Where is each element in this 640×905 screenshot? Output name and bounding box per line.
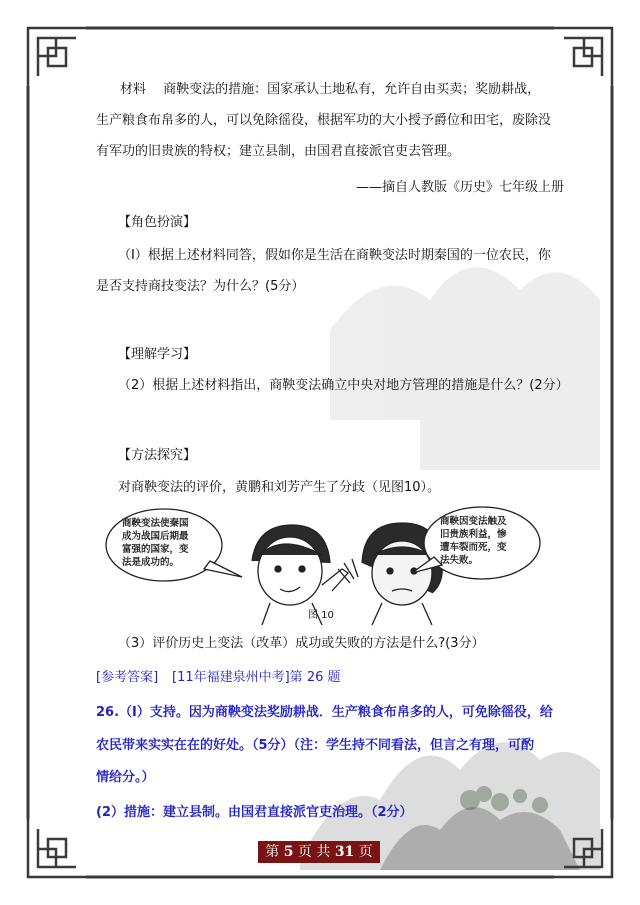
footer-middle: 页 共	[297, 844, 331, 860]
page-number-footer	[258, 841, 380, 863]
bubble-right-line: 遭车裂而死，变	[440, 542, 507, 553]
bubble-left-line: 成为战国后期最	[122, 531, 189, 542]
answer-1-line-2: 农民带来实实在在的好处。（5分）（注：学生持不同看法，但言之有理，可酌	[96, 738, 535, 753]
footer-suffix: 页	[358, 844, 373, 860]
answer-reference: [11年福建泉州中考]第 26 题	[172, 670, 341, 685]
role-play-heading: 【角色扮演】	[118, 215, 197, 230]
answer-label: [参考答案]	[96, 670, 159, 685]
question-2: （2）根据上述材料指出，商鞅变法确立中央对地方管理的措施是什么？(2分）	[118, 378, 569, 393]
figure-caption: 图 10	[308, 610, 334, 621]
method-heading: 【方法探究】	[118, 448, 197, 463]
footer-prefix: 第	[265, 844, 280, 860]
bubble-left-line: 富强的国家，变	[122, 544, 189, 555]
method-intro: 对商鞅变法的评价，黄鹏和刘芳产生了分歧（见图10）。	[118, 480, 441, 495]
question-1-line-2: 是否支持商技变法？为什么？(5分）	[96, 279, 305, 294]
answer-1-line-1: 26.（Ⅰ）支持。因为商鞅变法奖励耕战．生产粮食布帛多的人，可免除徭役，给	[96, 705, 553, 720]
understand-heading: 【理解学习】	[118, 347, 197, 362]
bubble-right-line: 旧贵族利益，惨	[440, 529, 507, 540]
bubble-left-line: 法是成功的。	[122, 557, 180, 568]
answer-1-line-3: 情给分。）	[96, 770, 155, 785]
answer-2: (2）措施：建立县制。由国君直接派官吏治理。（2分）	[96, 805, 413, 820]
left-speech-bubble-text	[122, 517, 212, 569]
bubble-left-line: 商鞅变法使秦国	[122, 518, 189, 529]
material-source: ——摘自人教版《历史》七年级上册	[356, 180, 565, 195]
total-page-count: 31	[334, 844, 355, 860]
question-1-line-1: （Ⅰ）根据上述材料同答，假如你是生活在商鞅变法时期秦国的一位农民，你	[118, 248, 551, 263]
current-page-number: 5	[283, 844, 294, 860]
material-line-3: 有军功的旧贵族的特权；建立县制，由国君直接派官吏去管理。	[96, 144, 461, 159]
question-3: （3）评价历史上变法（改革）成功或失败的方法是什么?(3分）	[118, 636, 485, 651]
bubble-right-line: 商鞅因变法触及	[440, 516, 507, 527]
bubble-right-line: 法失败。	[440, 555, 479, 566]
material-line-2: 生产粮食布帛多的人，可以免除徭役，根据军功的大小授予爵位和田宅，废除没	[96, 113, 552, 128]
right-speech-bubble-text	[440, 515, 530, 567]
material-line-1: 材料 商鞅变法的措施：国家承认土地私有，允许自由买卖；奖励耕战，	[120, 82, 541, 97]
